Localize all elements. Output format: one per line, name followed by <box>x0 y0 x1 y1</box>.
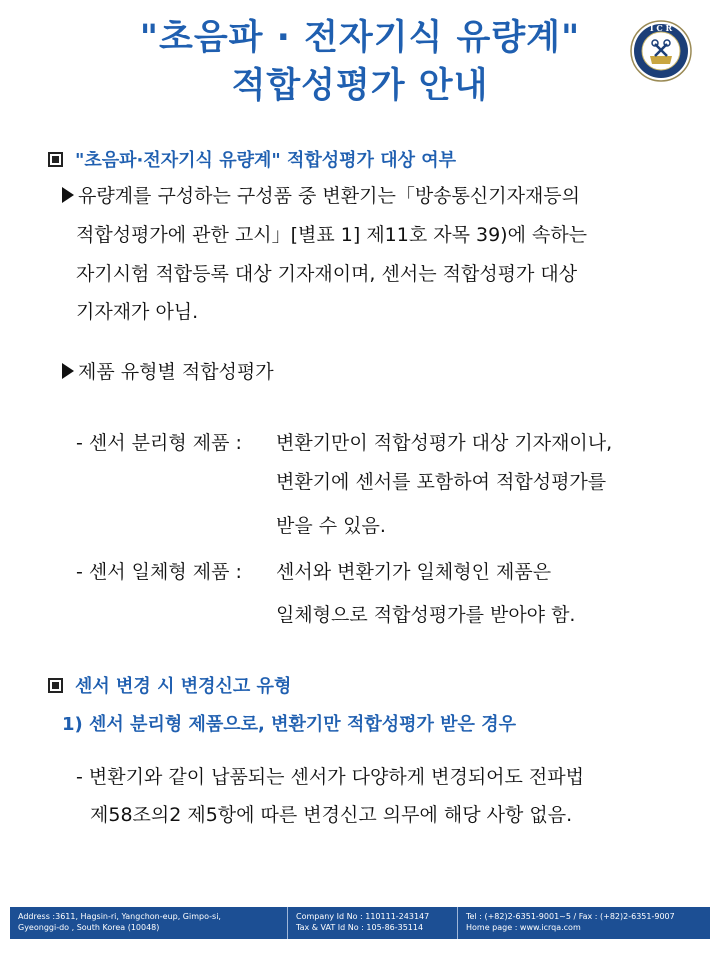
homepage-link[interactable]: Home page : www.icrqa.com <box>466 923 581 932</box>
section-2-subheading: 1) 센서 분리형 제품으로, 변환기만 적합성평가 받은 경우 <box>62 714 516 735</box>
section-1-heading: "초음파·전자기식 유량계" 적합성평가 대상 여부 <box>48 146 456 172</box>
paragraph-1-line-3: 자기시험 적합등록 대상 기자재이며, 센서는 적합성평가 대상 <box>76 263 578 285</box>
separate-sensor-line-1: 변환기만이 적합성평가 대상 기자재이나, <box>276 432 613 454</box>
icr-logo <box>630 20 692 82</box>
product-type-heading: 제품 유형별 적합성평가 <box>62 357 274 384</box>
paragraph-1-line-1: 유량계를 구성하는 구성품 중 변환기는「방송통신기자재등의 <box>62 181 580 208</box>
section-2-line-1: - 변환기와 같이 납품되는 센서가 다양하게 변경되어도 전파법 <box>76 766 584 788</box>
triangle-bullet-icon <box>62 187 74 203</box>
integrated-sensor-line-2: 일체형으로 적합성평가를 받아야 함. <box>276 604 576 626</box>
integrated-sensor-label: - 센서 일체형 제품 : <box>76 561 242 583</box>
footer-bar <box>10 907 710 939</box>
square-bullet-icon <box>48 678 63 693</box>
section-2-heading: 센서 변경 시 변경신고 유형 <box>48 672 291 698</box>
integrated-sensor-line-1: 센서와 변환기가 일체형인 제품은 <box>276 561 552 583</box>
footer-company-ids: Company Id No : 110111-243147 Tax & VAT Id No : 105-86-35114 <box>288 907 458 939</box>
title-line-2: 적합성평가 안내 <box>231 66 489 106</box>
title-line-1: "초음파 · 전자기식 유량계" <box>139 18 581 58</box>
triangle-bullet-icon <box>62 363 74 379</box>
section-2-line-2: 제58조의2 제5항에 따른 변경신고 의무에 해당 사항 없음. <box>90 804 573 826</box>
paragraph-1-line-2: 적합성평가에 관한 고시」[별표 1] 제11호 자목 39)에 속하는 <box>76 224 588 246</box>
footer-address: Address :3611, Hagsin-ri, Yangchon-eup, Gimpo-si, Gyeonggi-do , South Korea (10048) <box>10 907 288 939</box>
paragraph-1-line-4: 기자재가 아님. <box>76 301 199 323</box>
separate-sensor-line-2: 변환기에 센서를 포함하여 적합성평가를 <box>276 471 607 493</box>
footer-contact: Tel : (+82)2-6351-9001~5 / Fax : (+82)2-6351-9007 Home page : www.icrqa.com <box>458 907 710 939</box>
square-bullet-icon <box>48 152 63 167</box>
separate-sensor-line-3: 받을 수 있음. <box>276 515 386 537</box>
logo-text: I C R <box>649 23 673 33</box>
separate-sensor-label: - 센서 분리형 제품 : <box>76 432 242 454</box>
page-title <box>0 14 720 110</box>
